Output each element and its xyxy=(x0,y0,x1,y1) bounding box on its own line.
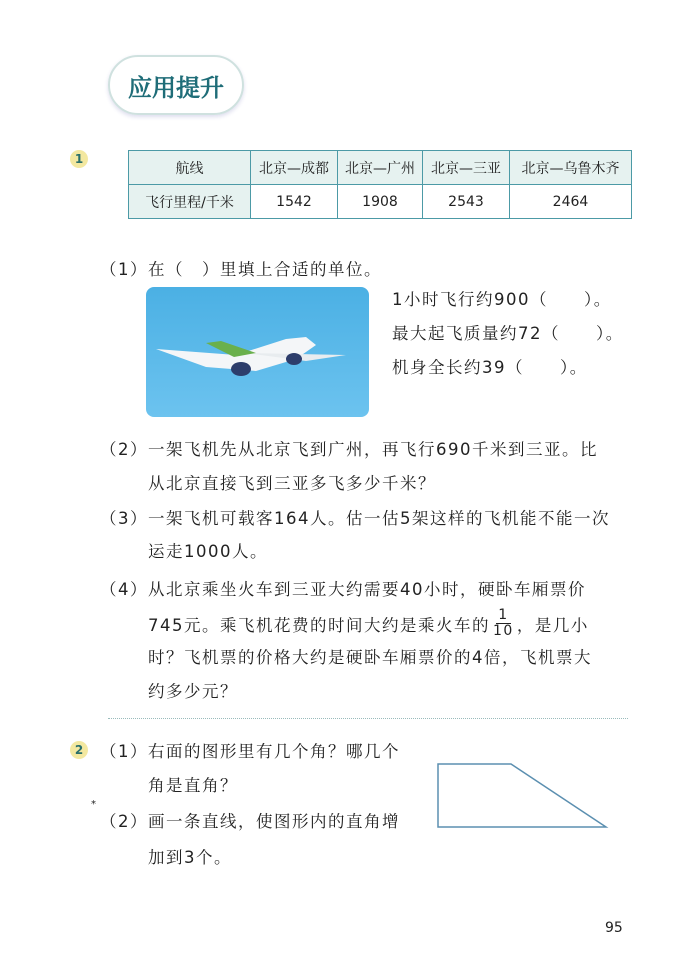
table-cell: 北京—乌鲁木齐 xyxy=(510,151,632,185)
question-2-part-2-cont: 加到3个。 xyxy=(148,848,232,867)
unit-item-1: 1小时飞行约900（ ）。 xyxy=(392,290,612,309)
unit-item-3: 机身全长约39（ ）。 xyxy=(392,358,588,377)
question-1-part-3: （3）一架飞机可载客164人。估一估5架这样的飞机能不能一次 xyxy=(100,509,610,528)
section-title: 应用提升 xyxy=(108,55,244,115)
question-1-badge: 1 xyxy=(70,150,88,168)
question-1-part-3-cont: 运走1000人。 xyxy=(148,542,268,561)
table-cell: 飞行里程/千米 xyxy=(129,185,251,219)
table-row xyxy=(129,185,632,219)
divider xyxy=(108,718,628,719)
table-cell: 北京—成都 xyxy=(251,151,338,185)
table-cell: 1542 xyxy=(251,185,338,219)
table-header-row xyxy=(129,151,632,185)
trapezoid-figure xyxy=(430,756,620,836)
fraction-denominator: 10 xyxy=(493,623,514,639)
text: 745元。乘飞机花费的时间大约是乘火车的 xyxy=(148,615,490,635)
table-cell: 2543 xyxy=(423,185,510,219)
question-1-part-4-line4: 约多少元？ xyxy=(148,682,238,701)
table-cell: 航线 xyxy=(129,151,251,185)
question-1-part-4: （4）从北京乘坐火车到三亚大约需要40小时，硬卧车厢票价 xyxy=(100,580,586,599)
table-cell: 北京—三亚 xyxy=(423,151,510,185)
question-1-part-2-cont: 从北京直接飞到三亚多飞多少千米？ xyxy=(148,474,436,493)
fraction xyxy=(493,608,514,639)
optional-star: * xyxy=(91,799,96,810)
page-number: 95 xyxy=(605,920,623,936)
table-cell: 1908 xyxy=(338,185,423,219)
question-2-part-1: （1）右面的图形里有几个角？哪几个 xyxy=(100,742,400,761)
table-cell: 2464 xyxy=(510,185,632,219)
question-1-part-1: （1）在（ ）里填上合适的单位。 xyxy=(100,260,382,279)
question-1-part-4-line3: 时？飞机票的价格大约是硬卧车厢票价的4倍，飞机票大 xyxy=(148,648,592,667)
flight-distance-table xyxy=(128,150,632,219)
question-2-part-1-cont: 角是直角？ xyxy=(148,776,238,795)
fraction-numerator: 1 xyxy=(498,607,509,623)
unit-item-2: 最大起飞质量约72（ ）。 xyxy=(392,324,624,343)
table-cell: 北京—广州 xyxy=(338,151,423,185)
question-2-part-2: （2）画一条直线，使图形内的直角增 xyxy=(100,812,400,831)
question-2-badge: 2 xyxy=(70,741,88,759)
airplane-image xyxy=(146,287,369,417)
question-1-part-4-line2 xyxy=(148,608,589,639)
airplane-icon xyxy=(146,287,369,417)
question-1-part-2: （2）一架飞机先从北京飞到广州，再飞行690千米到三亚。比 xyxy=(100,440,598,459)
text: ，是几小 xyxy=(516,615,589,635)
